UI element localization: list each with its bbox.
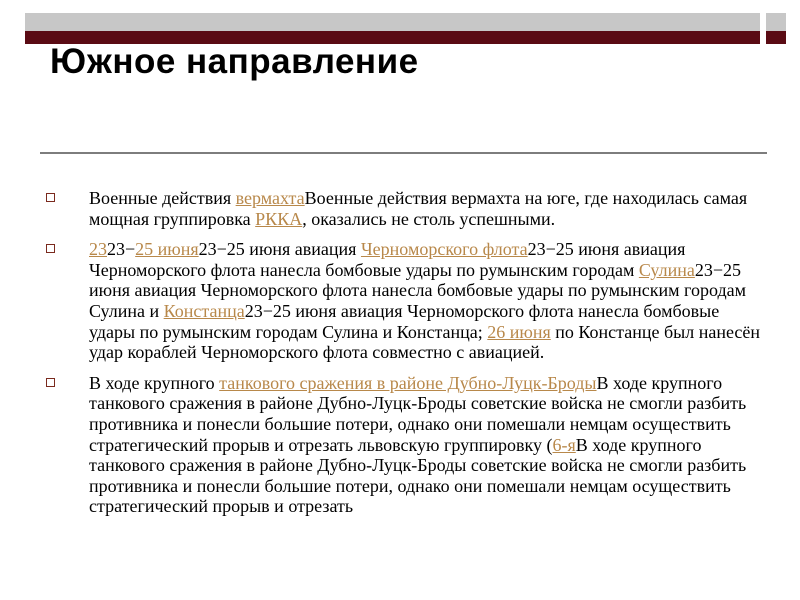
bullet-text: 23−25 июня авиация Черноморского флота нанесла бомбовые удары по румынским городам xyxy=(89,239,686,280)
bullet-link[interactable]: РККА xyxy=(255,208,303,229)
bullet-link[interactable]: Черноморского флота xyxy=(360,239,528,260)
bullet-text: 23−25 июня авиация xyxy=(198,239,361,260)
bullet-link[interactable]: 26 июня xyxy=(487,321,551,342)
bullet-text: В ходе крупного xyxy=(89,372,220,393)
bullet-item xyxy=(46,188,766,229)
bullet-item xyxy=(46,373,766,517)
bullet-text: Военные действия вермахта на юге, где находилась самая мощная группировка xyxy=(89,188,748,229)
bullet-list xyxy=(46,188,766,527)
bullet-item xyxy=(46,239,766,363)
slide-title: Южное направление xyxy=(50,42,419,81)
square-bullet-icon xyxy=(46,378,55,387)
bullet-text: 23−25 июня авиация Черноморского флота нанесла бомбовые удары по румынским городам Сулина и Констанца; xyxy=(89,300,720,342)
bullet-text: по Констанце был нанесён удар кораблей Черноморского флота совместно с авиацией. xyxy=(89,321,761,363)
header-gray-square xyxy=(766,13,786,31)
bullet-link[interactable]: 6-я xyxy=(552,434,576,455)
square-bullet-icon xyxy=(46,244,55,253)
header-gray-bar xyxy=(25,13,760,31)
bullet-link[interactable]: вермахта xyxy=(235,188,305,208)
bullet-text: , оказались не столь успешными. xyxy=(302,208,556,229)
bullet-link[interactable]: танкового сражения в районе Дубно-Луцк-Броды xyxy=(219,372,597,393)
bullet-link[interactable]: 23 xyxy=(89,239,107,260)
bullet-text: 23− xyxy=(107,239,136,260)
bullet-text: Военные действия xyxy=(89,188,236,208)
square-bullet-icon xyxy=(46,193,55,202)
bullet-link[interactable]: 25 июня xyxy=(135,239,199,260)
bullet-text: 23−25 июня авиация Черноморского флота нанесла бомбовые удары по румынским городам Сулина и xyxy=(89,259,746,321)
bullet-text: В ходе крупного танкового сражения в районе Дубно-Луцк-Броды советские войска не смогли разбить противника и понесли большие потери, однако они помешали немцам осуществить стратегический прорыв и отрезать львовскую группировку ( xyxy=(89,372,747,455)
bullet-link[interactable]: Сулина xyxy=(638,259,695,280)
header-red-square xyxy=(766,31,786,44)
title-divider xyxy=(40,152,767,154)
bullet-text: В ходе крупного танкового сражения в районе Дубно-Луцк-Броды советские войска не смогли разбить противника и понесли большие потери, однако они помешали немцам осуществить стратегический прорыв и отрезать xyxy=(89,434,747,517)
bullet-link[interactable]: Констанца xyxy=(163,300,245,321)
